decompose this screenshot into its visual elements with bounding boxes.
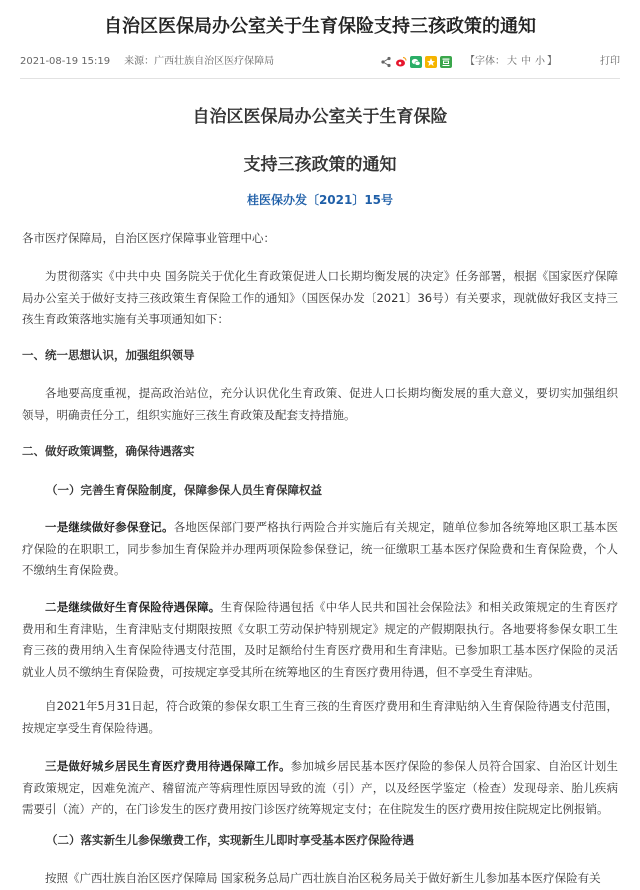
subsection-2-title: （二）落实新生儿参保缴费工作，实现新生儿即时享受基本医疗保险待遇 <box>46 833 414 847</box>
publish-date: 2021-08-19 15:19 <box>20 56 111 67</box>
share-icon[interactable] <box>380 56 392 68</box>
article-source: 来源：广西壮族自治区医疗保障局 <box>124 56 275 67</box>
wechat-icon[interactable] <box>410 56 422 68</box>
paragraph-benefits <box>22 597 618 683</box>
section-1-title: 一、统一思想认识，加强组织领导 <box>22 348 195 362</box>
print-link[interactable]: 打印 <box>600 56 620 67</box>
paragraph-residents-text: 参加城乡居民基本医疗保险的参保人员符合国家、自治区计划生育政策规定，因难免流产、稽留流产等病理性原因导致的流（引）产，以及经医学鉴定（检查）发现母亲、胎儿疾病需要引（流）产的，在门诊发生的医疗费用按门诊医疗统筹规定支付；在住院发生的医疗费用按住院规定比例报销。 <box>22 759 618 816</box>
paragraph-residents <box>22 756 618 821</box>
paragraph-registration-lead: 一是继续做好参保登记。 <box>45 520 174 534</box>
weibo-icon[interactable] <box>395 56 407 68</box>
doc-heading-line1: 自治区医保局办公室关于生育保险 <box>192 107 448 127</box>
article-meta <box>20 52 620 79</box>
paragraph-benefits-lead: 二是继续做好生育保险待遇保障。 <box>45 600 221 614</box>
paragraph-effective-date: 自2021年5月31日起，符合政策的参保女职工生育三孩的生育医疗费用和生育津贴纳入生育保险待遇支付范围，按规定享受生育保险待遇。 <box>22 699 618 735</box>
doc-number: 桂医保办发〔2021〕15号 <box>246 193 394 207</box>
paragraph-registration-text: 各地医保部门要严格执行两险合并实施后有关规定，随单位参加各统筹地区职工基本医疗保险的在职职工，同步参加生育保险并办理两项保险参保登记，统一征缴职工基本医疗保险费和生育保险费，个人不缴纳生育保险费。 <box>22 520 619 577</box>
addressee: 各市医疗保障局，自治区医疗保障事业管理中心： <box>22 231 275 245</box>
doc-heading-line2: 支持三孩政策的通知 <box>243 155 397 175</box>
meta-tools <box>380 52 620 72</box>
subsection-1-title: （一）完善生育保险制度，保障参保人员生育保障权益 <box>46 483 322 497</box>
font-size-switcher <box>465 52 557 72</box>
qzone-icon[interactable] <box>425 56 437 68</box>
douban-icon[interactable] <box>440 56 452 68</box>
font-size-small[interactable]: 小 <box>535 56 545 67</box>
intro-paragraph: 为贯彻落实《中共中央 国务院关于优化生育政策促进人口长期均衡发展的决定》任务部署，根据《国家医疗保障局办公室关于做好支持三孩政策生育保险工作的通知》（国医保办发〔2021〕36号）有关要求，现就做好我区支持三孩生育政策落地实施有关事项通知如下： <box>22 269 618 326</box>
paragraph-newborn: 按照《广西壮族自治区医疗保障局 国家税务总局广西壮族自治区税务局关于做好新生儿参加基本医疗保险有关 <box>45 871 601 885</box>
section-2-title: 二、做好政策调整，确保待遇落实 <box>22 444 195 458</box>
font-size-large[interactable]: 大 <box>507 56 517 67</box>
paragraph-registration <box>22 517 618 582</box>
font-size-end: 】 <box>547 56 557 67</box>
font-size-label: 【字体： <box>465 56 505 67</box>
paragraph-residents-lead: 三是做好城乡居民生育医疗费用待遇保障工作。 <box>45 759 291 773</box>
paragraph-benefits-text: 生育保险待遇包括《中华人民共和国社会保险法》和相关政策规定的生育医疗费用和生育津贴，生育津贴支付期限按照《女职工劳动保护特别规定》规定的产假期限执行。各地要将参保女职工生育三孩的费用纳入生育保险待遇支付范围，及时足额给付生育医疗费用和生育津贴。已参加职工基本医疗保险的灵活就业人员不缴纳生育保险费，可按规定享受其所在统筹地区的生育医疗费用待遇，但不享受生育津贴。 <box>22 600 618 679</box>
section-1-paragraph: 各地要高度重视，提高政治站位，充分认识优化生育政策、促进人口长期均衡发展的重大意义，要切实加强组织领导，明确责任分工，组织实施好三孩生育政策及配套支持措施。 <box>22 386 618 422</box>
page-title: 自治区医保局办公室关于生育保险支持三孩政策的通知 <box>104 16 536 37</box>
font-size-medium[interactable]: 中 <box>521 56 531 67</box>
